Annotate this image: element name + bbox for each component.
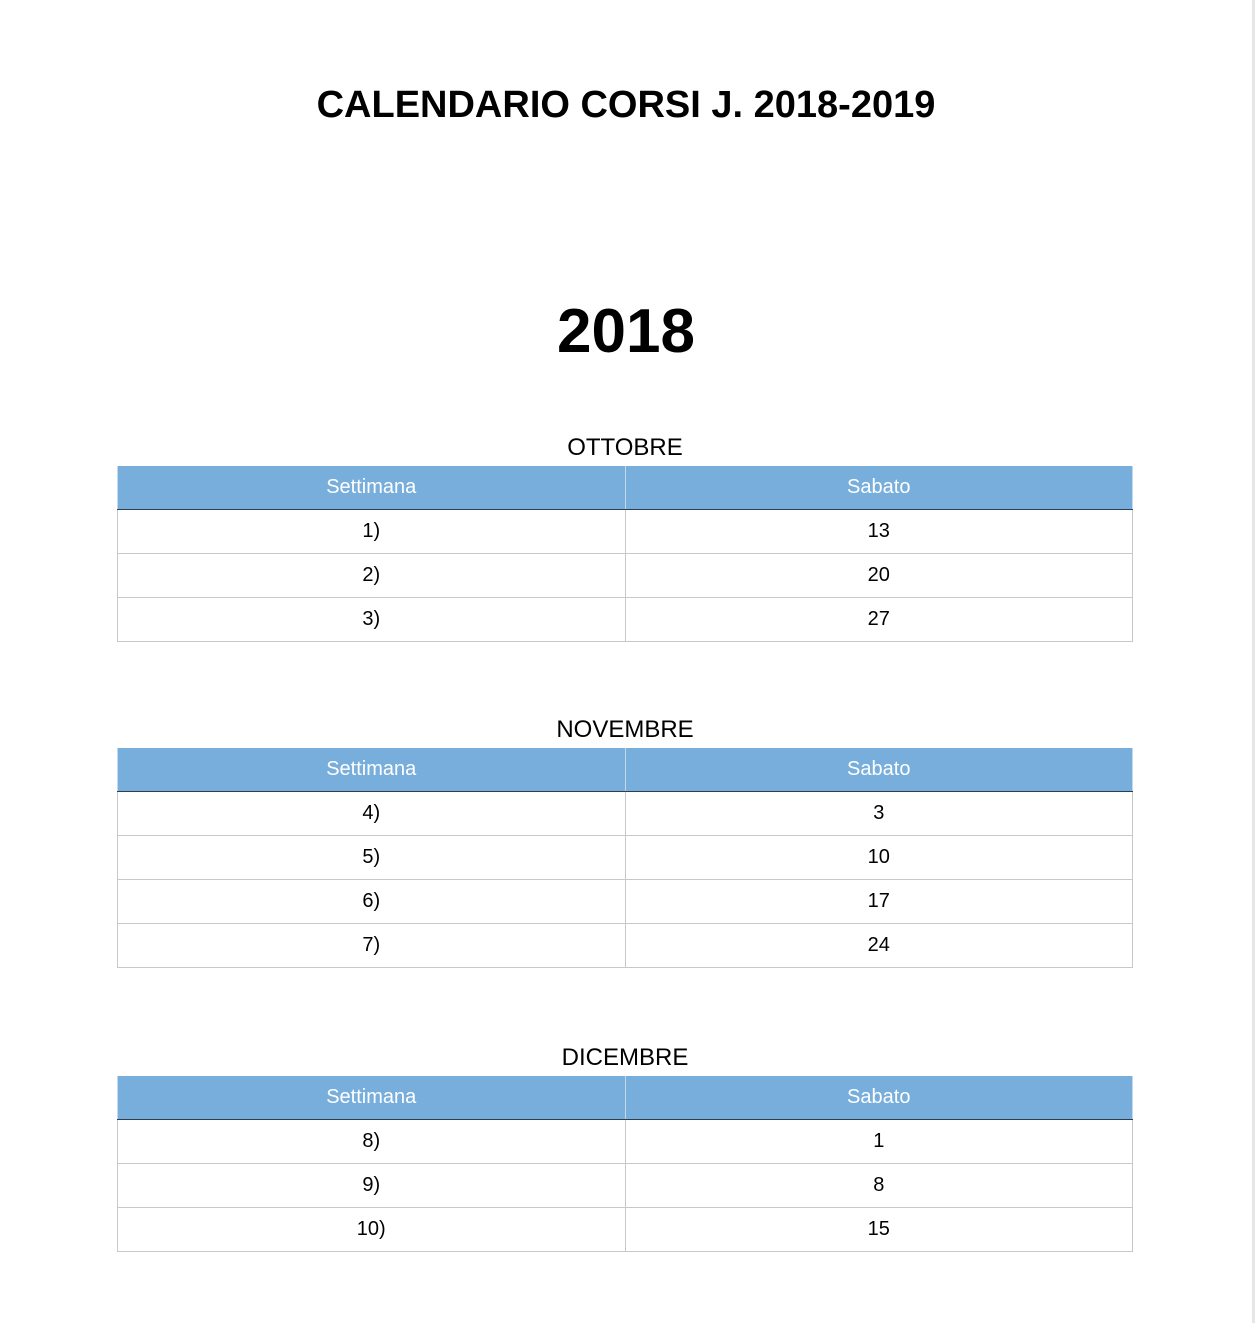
month-title: DICEMBRE [561, 1044, 689, 1071]
saturday-cell: 27 [625, 598, 1133, 642]
schedule-table [117, 466, 1133, 642]
table-header-row [118, 748, 1133, 792]
week-cell: 4) [118, 792, 626, 836]
week-cell: 7) [118, 924, 626, 968]
saturday-cell: 10 [625, 836, 1133, 880]
table-row [118, 1208, 1133, 1252]
week-cell: 8) [118, 1120, 626, 1164]
table-row [118, 792, 1133, 836]
column-header-settimana: Settimana [118, 748, 626, 792]
saturday-cell: 3 [625, 792, 1133, 836]
saturday-cell: 1 [625, 1120, 1133, 1164]
table-row [118, 598, 1133, 642]
schedule-table [117, 748, 1133, 968]
week-cell: 5) [118, 836, 626, 880]
week-cell: 1) [118, 510, 626, 554]
saturday-cell: 17 [625, 880, 1133, 924]
table-header-row [118, 466, 1133, 510]
month-title: NOVEMBRE [556, 716, 694, 743]
table-row [118, 510, 1133, 554]
week-cell: 6) [118, 880, 626, 924]
table-row [118, 554, 1133, 598]
saturday-cell: 8 [625, 1164, 1133, 1208]
week-cell: 3) [118, 598, 626, 642]
week-cell: 9) [118, 1164, 626, 1208]
table-row [118, 836, 1133, 880]
table-row [118, 1164, 1133, 1208]
table-row [118, 1120, 1133, 1164]
month-section-novembre [117, 714, 1133, 968]
table-header-row [118, 1076, 1133, 1120]
month-section-dicembre [117, 1042, 1133, 1252]
saturday-cell: 13 [625, 510, 1133, 554]
week-cell: 2) [118, 554, 626, 598]
column-header-sabato: Sabato [625, 748, 1133, 792]
saturday-cell: 15 [625, 1208, 1133, 1252]
month-section-ottobre [117, 432, 1133, 642]
column-header-sabato: Sabato [625, 1076, 1133, 1120]
saturday-cell: 20 [625, 554, 1133, 598]
week-cell: 10) [118, 1208, 626, 1252]
month-title: OTTOBRE [567, 434, 683, 461]
saturday-cell: 24 [625, 924, 1133, 968]
column-header-sabato: Sabato [625, 466, 1133, 510]
column-header-settimana: Settimana [118, 1076, 626, 1120]
table-row [118, 880, 1133, 924]
table-row [118, 924, 1133, 968]
document-title: CALENDARIO CORSI J. 2018-2019 [316, 84, 936, 126]
schedule-table [117, 1076, 1133, 1252]
year-heading: 2018 [557, 297, 695, 366]
column-header-settimana: Settimana [118, 466, 626, 510]
